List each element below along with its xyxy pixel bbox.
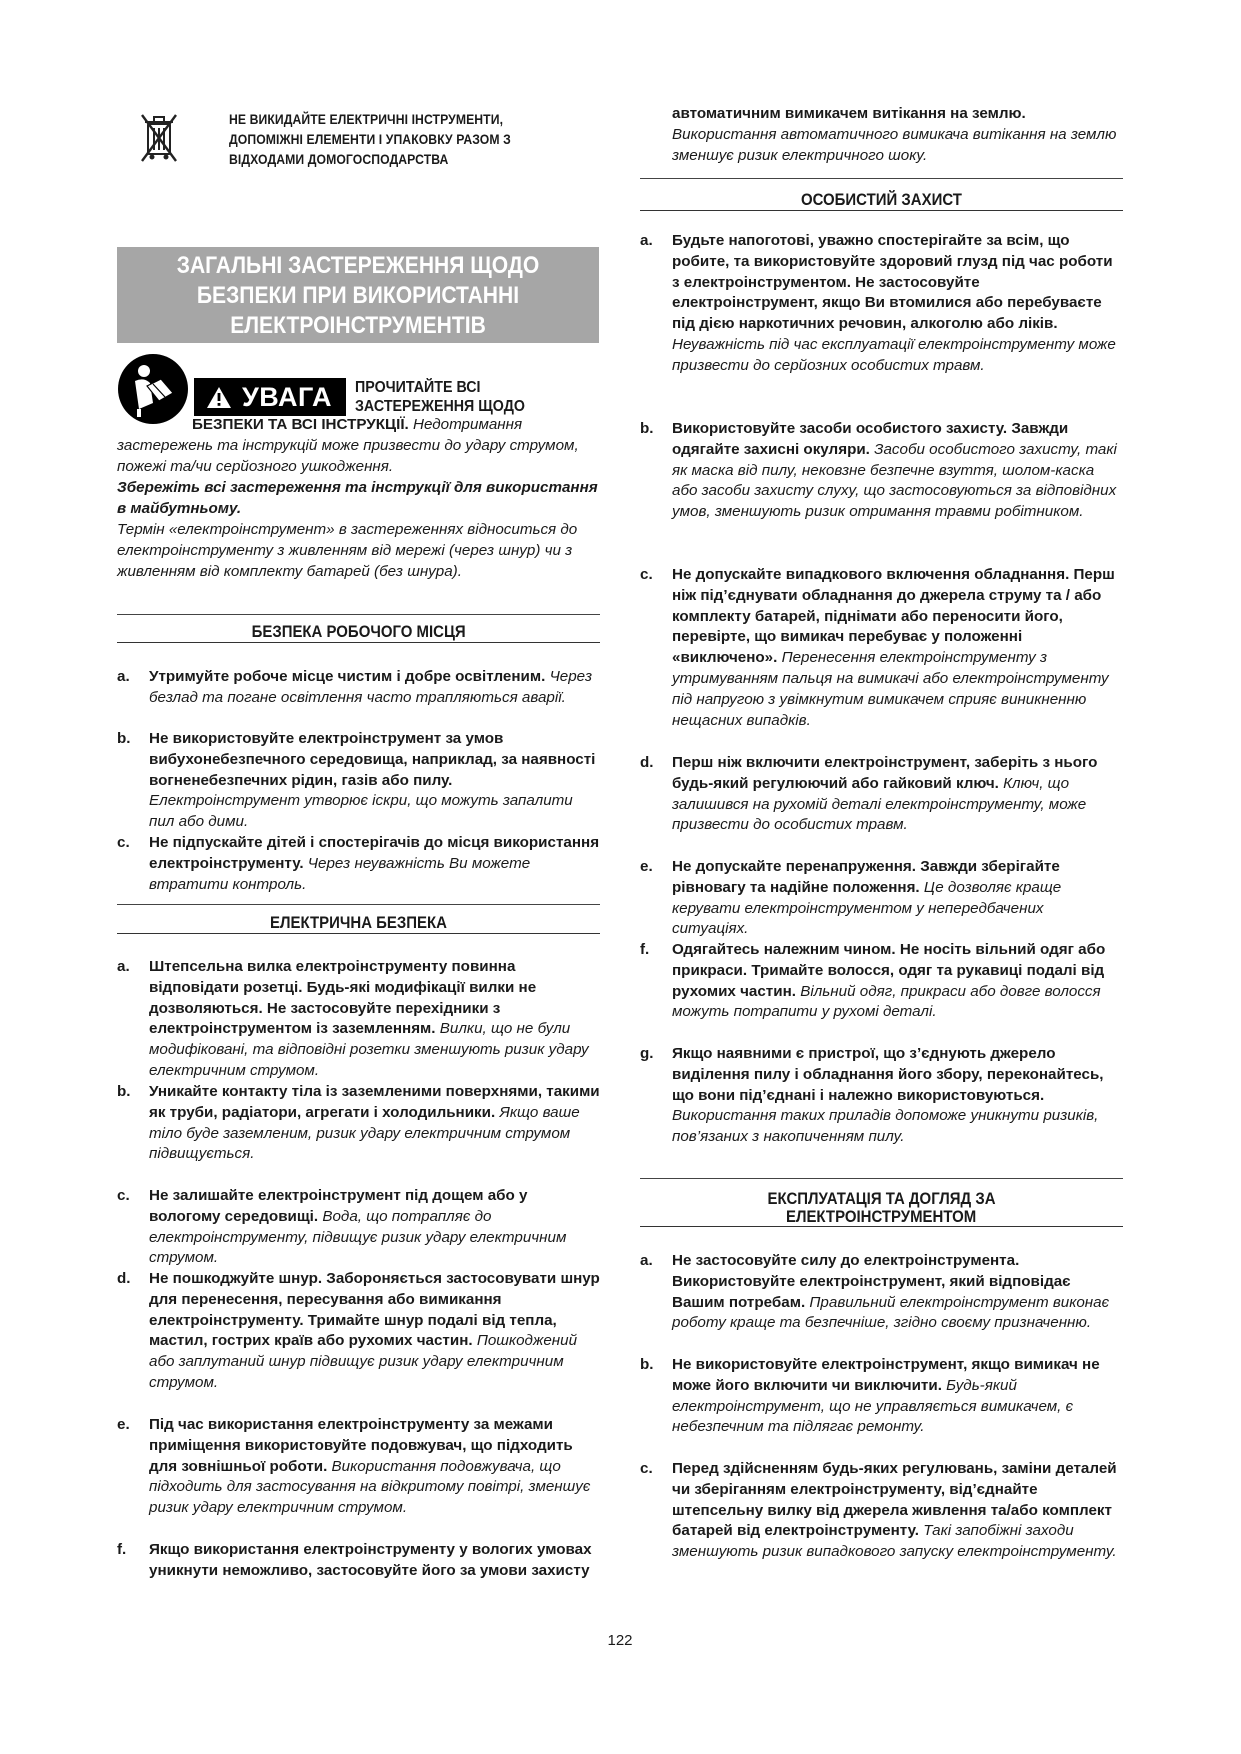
list-item: d. Не пошкоджуйте шнур. Забороняється застосовувати шнур для перенесення, пересування або вимикання електроінструменту. Тримайте шнур подалі від тепла, мастил, гострих країв або рухомих частин. Пошкоджений або заплутаний шнур підвищує ризик удару електричним струмом. — [117, 1270, 600, 1391]
section-rule — [117, 904, 600, 905]
section-rule — [640, 1178, 1123, 1179]
warning-triangle-icon — [206, 386, 232, 409]
banner-line-1: ЗАГАЛЬНІ ЗАСТЕРЕЖЕННЯ ЩОДО — [176, 252, 540, 279]
list-item: b. Використовуйте засоби особистого захисту. Завжди одягайте захисні окуляри. Засоби особистого захисту, такі як маска від пилу, нековзне безпечне взуття, шолом-каска або засоби захисту слуху, що застосовуються за відповідних умов, зменшують ризик отримання травми робітником. — [640, 420, 1117, 521]
list-item: a. Будьте напоготові, уважно спостерігайте за всім, що робите, та використовуйте здоровий глузд під час роботи з електроінструментом. Не застосовуйте електроінструмент, якщо Ви втомилися або перебуваєте під дією наркотичних речовин, алкоголю або ліків. Неуважність під час експлуатації електроінструменту може призвести до серйозних особистих травм. — [640, 232, 1116, 374]
list-item: c. Не залишайте електроінструмент під дощем або у вологому середовищі. Вода, що потрапляє до електроінструменту, підвищує ризик удару електричним струмом. — [117, 1187, 567, 1267]
read-instructions-heading — [355, 378, 525, 416]
list-item: c. Не підпускайте дітей і спостерігачів до місця використання електроінструменту. Через неуважність Ви можете втратити контроль. — [117, 834, 600, 893]
section-work-area-title: БЕЗПЕКА РОБОЧОГО МІСЦЯ — [117, 622, 600, 643]
list-item: c. Не допускайте випадкового включення обладнання. Перш ніж під’єднувати обладнання до джерела струму та / або комплекту батарей, піднімати або переносити його, перевірте, що вимикач перебуває у положенні «виключено». Перенесення електроінструменту з утримуванням пальця на вимикачі або електроінструменту під напругою з увімкнутим вимикачем сприяє виникненню нещасних випадків. — [640, 566, 1115, 729]
weee-line-1: НЕ ВИКИДАЙТЕ ЕЛЕКТРИЧНІ ІНСТРУМЕНТИ, — [229, 112, 504, 128]
list-item: g. Якщо наявними є пристрої, що з’єднують джерело виділення пилу і обладнання його збору, переконайтесь, що вони під’єднані і належно використовуються. Використання таких приладів допоможе уникнути ризиків, пов’язаних з накопиченням пилу. — [640, 1045, 1104, 1146]
section-electrical-title: ЕЛЕКТРИЧНА БЕЗПЕКА — [117, 913, 600, 934]
list-item: a. Не застосовуйте силу до електроінструмента. Використовуйте електроінструмент, який відповідає Вашим потребам. Правильний електроінструмент виконає роботу краще та безпечніше, згідно своєму призначенню. — [640, 1252, 1110, 1332]
list-item: a. Штепсельна вилка електроінструменту повинна відповідати розетці. Будь-які модифікації вилки не дозволяються. Не застосовуйте перехідники з електроінструментом із заземленням. Вилки, що не були модифіковані, та відповідні розетки зменшують ризик удару електричним струмом. — [117, 958, 589, 1079]
list-item: e. Під час використання електроінструменту за межами приміщення використовуйте подовжувач, що підходить для зовнішньої роботи. Використання подовжувача, що підходить для застосування на відкритому повітрі, зменшує ризик удару електричним струмом. — [117, 1416, 591, 1517]
list-item: a. Утримуйте робоче місце чистим і добре освітленим. Через безлад та погане освітлення часто трапляються аварії. — [117, 668, 593, 706]
read-head-line-2: ЗАСТЕРЕЖЕННЯ ЩОДО — [355, 398, 525, 415]
banner-line-3: ЕЛЕКТРОІНСТРУМЕНТІВ — [230, 312, 486, 339]
section-rule — [117, 614, 600, 615]
weee-line-2: ДОПОМІЖНІ ЕЛЕМЕНТИ І УПАКОВКУ РАЗОМ З — [229, 132, 511, 148]
page-number: 122 — [607, 1632, 633, 1649]
list-item: b. Уникайте контакту тіла із заземленими поверхнями, такими як труби, радіатори, агрегати і холодильники. Якщо ваше тіло буде заземленим, ризик удару електричним струмом підвищується. — [117, 1083, 600, 1163]
list-item: f. Одягайтесь належним чином. Не носіть вільний одяг або прикраси. Тримайте волосся, одяг та рукавиці подалі від рухомих частин. Вільний одяг, прикраси або довге волосся можуть потрапити у рухомі деталі. — [640, 941, 1106, 1021]
list-item: b. Не використовуйте електроінструмент, якщо вимикач не може його включити чи виключити. Будь-який електроінструмент, що не управляється вимикачем, є небезпечним та підлягає ремонту. — [640, 1356, 1100, 1436]
weee-notice — [117, 108, 600, 168]
intro-paragraph — [117, 415, 600, 477]
keep-instructions-text: Збережіть всі застереження та інструкції для використання в майбутньому. — [117, 479, 598, 517]
list-item: f. Якщо використання електроінструменту у вологих умовах уникнути неможливо, застосовуйте його за умови захисту — [117, 1541, 592, 1579]
weee-line-3: ВІДХОДАМИ ДОМОГОСПОДАРСТВА — [229, 152, 449, 168]
section-rule — [640, 178, 1123, 179]
power-tool-definition: Термін «електроінструмент» в застереженнях відноситься до електроінструменту з живленням від мережі (через шнур) чи з живленням від комплекту батарей (без шнура). — [117, 521, 578, 580]
list-item: b. Не використовуйте електроінструмент за умов вибухонебезпечного середовища, наприклад, за наявності вогненебезпечних рідин, газів або пилу. Електроінструмент утворює іскри, що можуть запалити пил або дими. — [117, 730, 596, 831]
intro-warning-text: Недотримання застережень та інструкцій може призвести до удару струмом, пожежі та/чи серйозного ушкодження. — [117, 416, 579, 475]
warning-badge — [194, 378, 346, 416]
general-safety-banner — [117, 247, 599, 343]
read-head-line-1: ПРОЧИТАЙТЕ ВСІ — [355, 379, 481, 396]
warning-label: УВАГА — [242, 382, 333, 412]
weee-text — [229, 110, 547, 170]
banner-line-2: БЕЗПЕКИ ПРИ ВИКОРИСТАННІ — [196, 282, 520, 309]
crossed-bin-icon — [139, 112, 179, 164]
section-maintenance-title: ЕКСПЛУАТАЦІЯ ТА ДОГЛЯД ЗА ЕЛЕКТРОІНСТРУМЕНТОМ — [640, 1190, 1123, 1227]
list-item: d. Перш ніж включити електроінструмент, заберіть з нього будь-який регулюючий або гайковий ключ. Ключ, що залишився на рухомій деталі електроінструменту, може призвести до особистих травм. — [640, 754, 1098, 834]
list-item: c. Перед здійсненням будь-яких регулювань, заміни деталей чи зберіганням електроінструменту, від’єднайте штепсельну вилку від джерела живлення та/або комплект батарей від електроінструменту. Такі запобіжні заходи зменшують ризик випадкового запуску електроінструменту. — [640, 1460, 1117, 1561]
read-head-line-3: БЕЗПЕКИ ТА ВСІ ІНСТРУКЦІЇ. — [192, 416, 409, 433]
list-item-continuation: автоматичним вимикачем витікання на землю. Використання автоматичного вимикача витікання на землю зменшує ризик електричного шоку. — [672, 105, 1117, 164]
section-personal-title: ОСОБИСТИЙ ЗАХИСТ — [640, 190, 1123, 211]
list-item: e. Не допускайте перенапруження. Завжди зберігайте рівновагу та надійне положення. Це дозволяє краще керувати електроінструментом у непередбачених ситуаціях. — [640, 858, 1062, 938]
